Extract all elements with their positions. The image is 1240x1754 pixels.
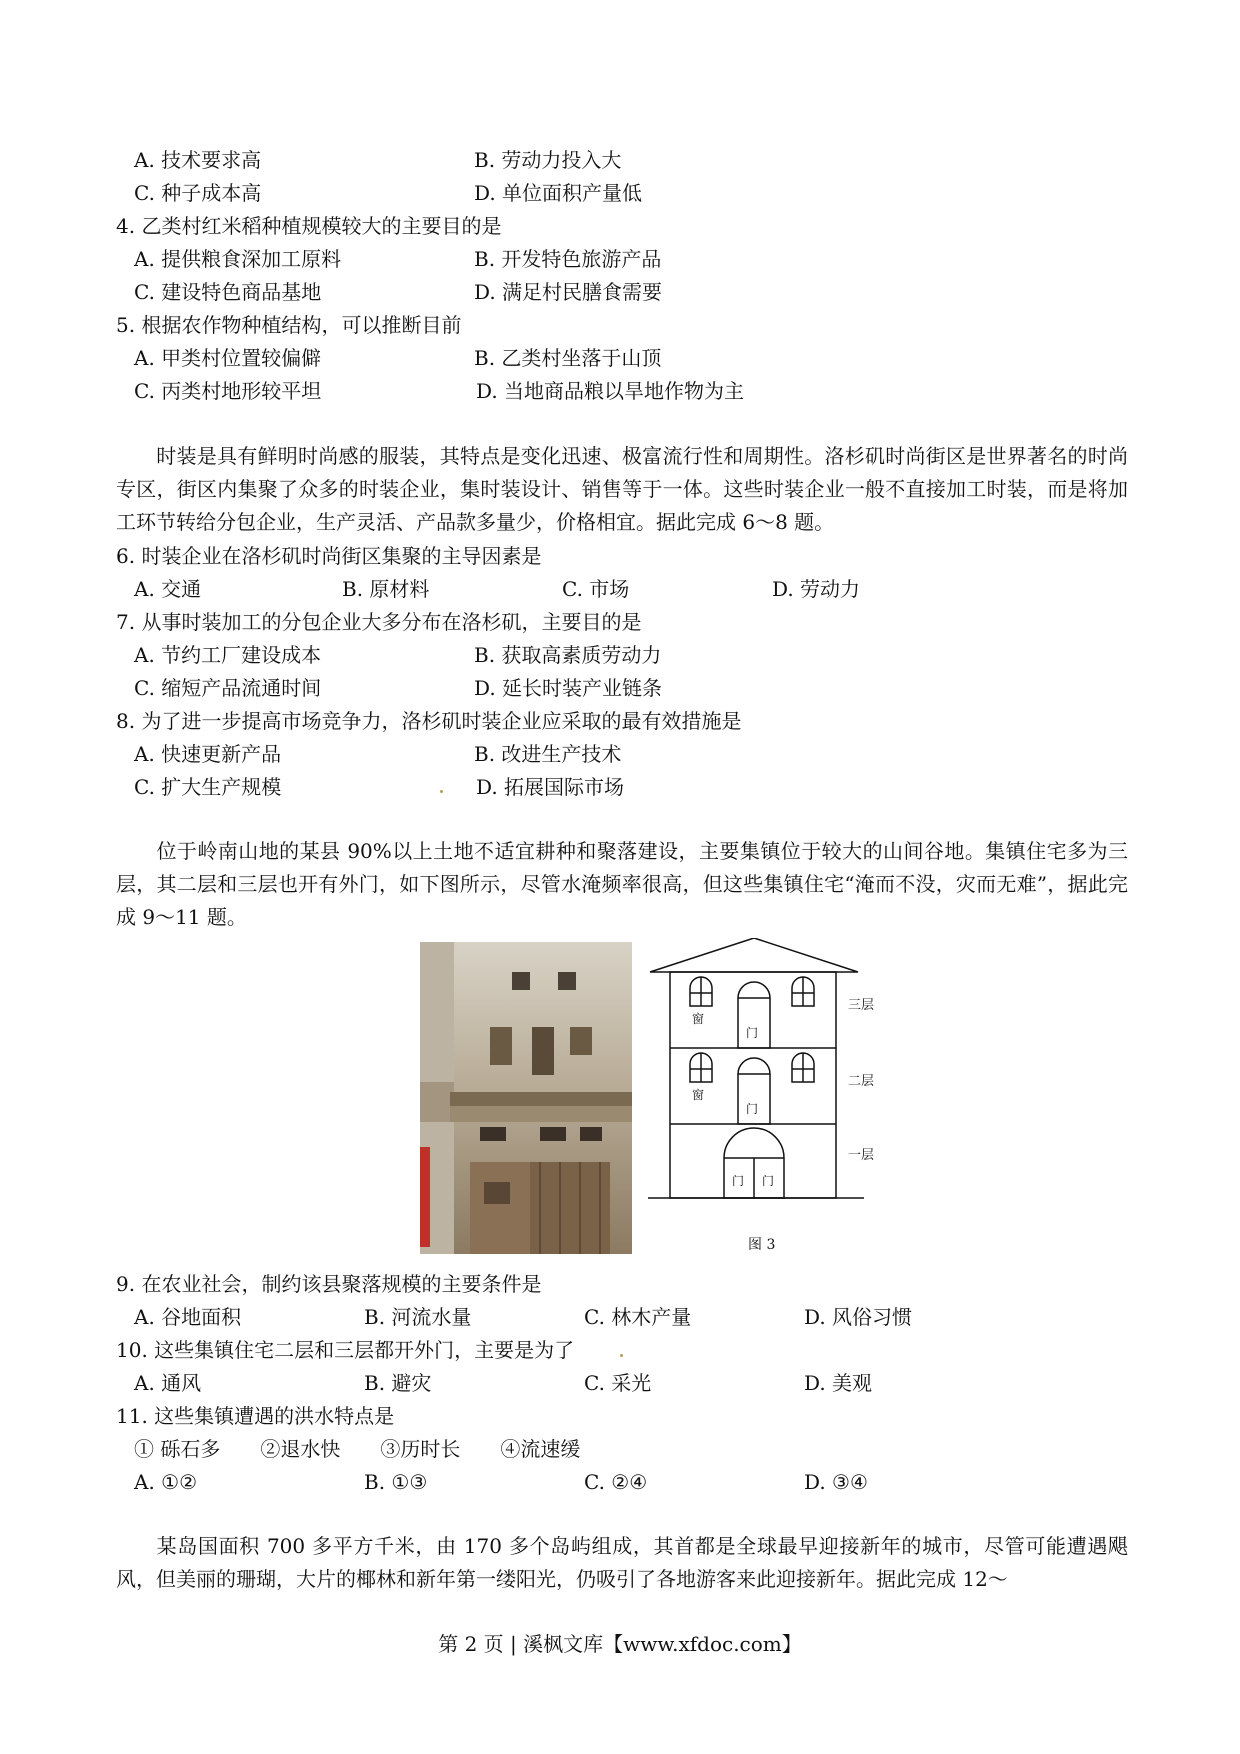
q3-option-a: A. 技术要求高 — [134, 148, 262, 172]
q3-option-d: D. 单位面积产量低 — [474, 181, 643, 205]
q11-option-b: B. ①③ — [364, 1470, 428, 1494]
q10-option-b: B. 避灾 — [364, 1371, 432, 1395]
q5-option-c: C. 丙类村地形较平坦 — [134, 379, 322, 403]
q8-option-b: B. 改进生产技术 — [474, 742, 622, 766]
q6-option-c: C. 市场 — [562, 577, 630, 601]
q5-option-a: A. 甲类村位置较偏僻 — [134, 346, 322, 370]
q9-option-a: A. 谷地面积 — [134, 1305, 242, 1329]
q7-option-c: C. 缩短产品流通时间 — [134, 676, 322, 700]
q5-option-b: B. 乙类村坐落于山顶 — [474, 346, 662, 370]
q4-option-b: B. 开发特色旅游产品 — [474, 247, 662, 271]
q5-stem: 5. 根据农作物种植结构，可以推断目前 — [116, 313, 462, 337]
stray-dot — [440, 790, 443, 793]
floor1-label: 一层 — [848, 1148, 875, 1163]
q7-option-d: D. 延长时装产业链条 — [474, 676, 663, 700]
q6-option-d: D. 劳动力 — [772, 577, 861, 601]
floor2-label: 二层 — [848, 1074, 875, 1089]
floor3-label: 三层 — [848, 998, 875, 1013]
building-photo — [420, 942, 632, 1254]
q10-option-d: D. 美观 — [804, 1371, 873, 1395]
q4-option-d: D. 满足村民膳食需要 — [474, 280, 663, 304]
window-label-2f: 窗 — [692, 1088, 705, 1102]
passage-settlement-text: 位于岭南山地的某县 90%以上土地不适宜耕种和聚落建设，主要集镇位于较大的山间谷地。集镇住宅多为三层，其二层和三层也开有外门，如下图所示，尽管水淹频率很高，但这些集镇住宅“淹而不没，灾而无难”，据此完成 9～11 题。 — [116, 839, 1128, 929]
q9-option-d: D. 风俗习惯 — [804, 1305, 913, 1329]
page-footer: 第 2 页 | 溪枫文库【www.xfdoc.com】 — [438, 1632, 802, 1656]
q7-option-b: B. 获取高素质劳动力 — [474, 643, 662, 667]
q7-stem: 7. 从事时装加工的分包企业大多分布在洛杉矶，主要目的是 — [116, 610, 642, 634]
door-label-1f-left: 门 — [732, 1174, 745, 1188]
passage-fashion — [116, 440, 1128, 539]
house-diagram — [648, 938, 888, 1258]
q6-option-a: A. 交通 — [134, 577, 202, 601]
window-label-3f: 窗 — [692, 1012, 705, 1026]
q4-stem: 4. 乙类村红米稻种植规模较大的主要目的是 — [116, 214, 502, 238]
passage-settlement — [116, 835, 1128, 934]
figure-caption: 图 3 — [748, 1237, 776, 1253]
q8-stem: 8. 为了进一步提高市场竞争力，洛杉矶时装企业应采取的最有效措施是 — [116, 709, 742, 733]
q8-option-d: D. 拓展国际市场 — [476, 775, 625, 799]
q3-option-b: B. 劳动力投入大 — [474, 148, 622, 172]
door-label-3f: 门 — [746, 1026, 759, 1040]
door-label-2f: 门 — [746, 1102, 759, 1116]
q9-stem: 9. 在农业社会，制约该县聚落规模的主要条件是 — [116, 1272, 542, 1296]
q10-option-c: C. 采光 — [584, 1371, 652, 1395]
passage-fashion-text: 时装是具有鲜明时尚感的服装，其特点是变化迅速、极富流行性和周期性。洛杉矶时尚街区是世界著名的时尚专区，街区内集聚了众多的时装企业，集时装设计、销售等于一体。这些时装企业一般不直接加工时装，而是将加工环节转给分包企业，生产灵活、产品款多量少，价格相宜。据此完成 6～8 题。 — [116, 444, 1128, 534]
q11-stem: 11. 这些集镇遭遇的洪水特点是 — [116, 1404, 395, 1428]
q6-option-b: B. 原材料 — [342, 577, 430, 601]
q4-option-c: C. 建设特色商品基地 — [134, 280, 322, 304]
q10-stem: 10. 这些集镇住宅二层和三层都开外门，主要是为了 — [116, 1338, 575, 1362]
q11-option-a: A. ①② — [134, 1470, 198, 1494]
passage-island — [116, 1530, 1128, 1596]
stray-dot-2 — [620, 1354, 623, 1357]
q11-items: ① 砾石多 ②退水快 ③历时长 ④流速缓 — [134, 1437, 581, 1461]
q11-option-c: C. ②④ — [584, 1470, 648, 1494]
q7-option-a: A. 节约工厂建设成本 — [134, 643, 322, 667]
q6-stem: 6. 时装企业在洛杉矶时尚街区集聚的主导因素是 — [116, 544, 542, 568]
q10-option-a: A. 通风 — [134, 1371, 202, 1395]
q8-option-c: C. 扩大生产规模 — [134, 775, 282, 799]
door-label-1f-right: 门 — [762, 1174, 775, 1188]
q4-option-a: A. 提供粮食深加工原料 — [134, 247, 342, 271]
q11-option-d: D. ③④ — [804, 1470, 868, 1494]
q8-option-a: A. 快速更新产品 — [134, 742, 282, 766]
passage-island-text: 某岛国面积 700 多平方千米，由 170 多个岛屿组成，其首都是全球最早迎接新年的城市，尽管可能遭遇飓风，但美丽的珊瑚，大片的椰林和新年第一缕阳光，仍吸引了各地游客来此迎接新年。据此完成 12～ — [116, 1534, 1128, 1591]
q3-option-c: C. 种子成本高 — [134, 181, 262, 205]
q5-option-d: D. 当地商品粮以旱地作物为主 — [476, 379, 745, 403]
q9-option-c: C. 林木产量 — [584, 1305, 692, 1329]
q9-option-b: B. 河流水量 — [364, 1305, 472, 1329]
